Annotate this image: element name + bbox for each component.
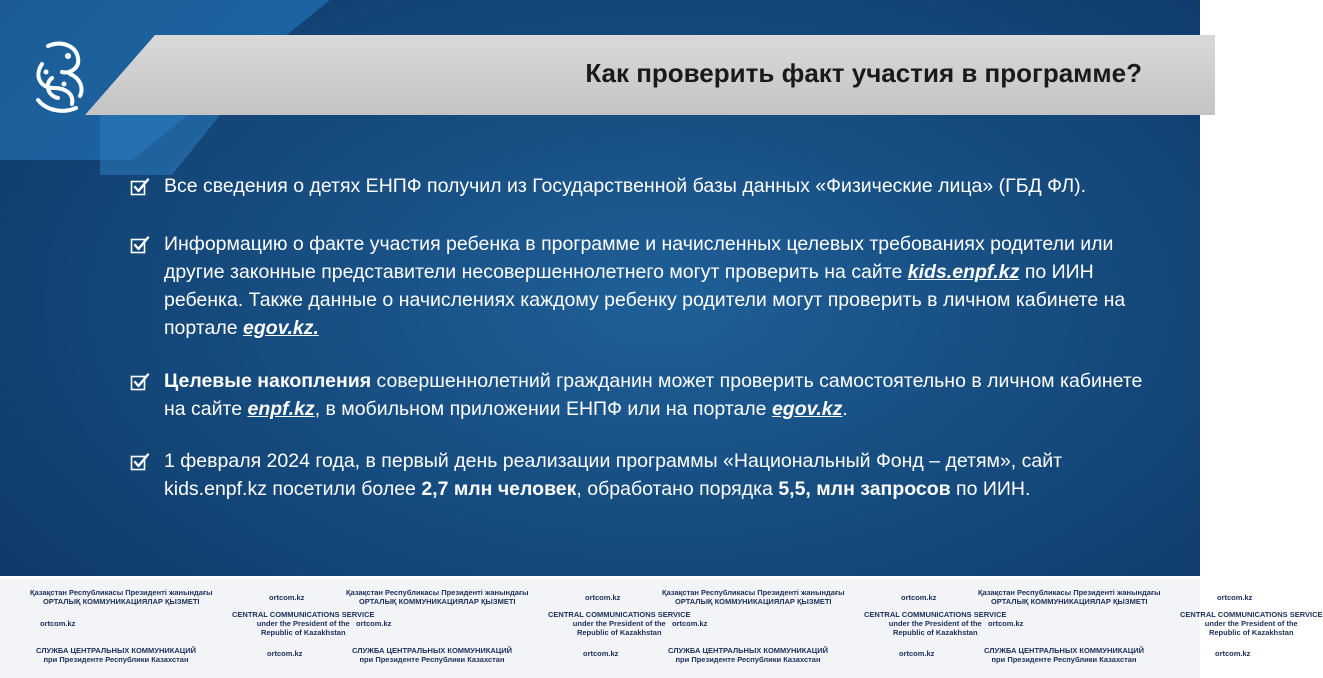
footer-site-c: ortcom.kz (267, 649, 303, 658)
checkbox-checked-icon (130, 372, 150, 392)
footer-site-a: ortcom.kz (585, 593, 621, 602)
enpf-link[interactable]: enpf.kz (247, 398, 315, 420)
bullet-item (130, 172, 1160, 200)
slide-title: Как проверить факт участия в программе? (585, 58, 1142, 88)
accent-stripe (100, 115, 220, 175)
footer-kz-block: Қазақстан Республикасы Президенті жанындағы ОРТАЛЫҚ КОММУНИКАЦИЯЛАР ҚЫЗМЕТІ (30, 588, 213, 606)
kids-enpf-link[interactable]: kids.enpf.kz (907, 261, 1020, 283)
bullet-list (130, 172, 1160, 503)
footer-pattern (0, 576, 1323, 678)
bullet-item (130, 447, 1160, 503)
checkbox-checked-icon (130, 452, 150, 472)
snow-leopard-logo-icon (28, 38, 90, 118)
egov-link[interactable]: egov.kz (771, 398, 843, 420)
bullet-item (130, 367, 1160, 423)
footer-kz-block: Қазақстан Республикасы Президенті жанындағы ОРТАЛЫҚ КОММУНИКАЦИЯЛАР ҚЫЗМЕТІ (346, 588, 529, 606)
footer-en-block: CENTRAL COMMUNICATIONS SERVICE under the President of the Republic of Kazakhstan (232, 610, 375, 637)
footer-ru-block: СЛУЖБА ЦЕНТРАЛЬНЫХ КОММУНИКАЦИЙ при Президенте Республики Казахстан (984, 646, 1145, 664)
bullet-text: Все сведения о детях ЕНПФ получил из Государственной базы данных «Физические лица» (ГБД ФЛ). (164, 175, 1087, 197)
footer-site-c: ortcom.kz (899, 649, 935, 658)
bullet-text: Целевые накопления совершеннолетний гражданин может проверить самостоятельно в личном кабинете на сайте enpf.kz, в мобильном приложении ЕНПФ или на портале egov.kz. (164, 370, 1143, 420)
footer-en-block: CENTRAL COMMUNICATIONS SERVICE under the President of the Republic of Kazakhstan (864, 610, 1007, 637)
bullet-text: 1 февраля 2024 года, в первый день реализации программы «Национальный Фонд – детям», сайт kids.enpf.kz посетили более 2,7 млн человек, обработано порядка 5,5, млн запросов по ИИН. (164, 450, 1063, 500)
footer-en-block: CENTRAL COMMUNICATIONS SERVICE under the President of the Republic of Kazakhstan (548, 610, 691, 637)
egov-link[interactable]: egov.kz. (243, 317, 319, 339)
bullet-text: Информацию о факте участия ребенка в программе и начисленных целевых требованиях родители или другие законные представители несовершеннолетнего могут проверить на сайте kids.enpf.kz по ИИН ребенка. Также данные о начислениях каждому ребенку родители могут проверить в личном кабинете на портале egov.kz. (164, 233, 1126, 339)
footer-site-a: ortcom.kz (901, 593, 937, 602)
footer-site-b: ortcom.kz (988, 619, 1024, 628)
footer-site-c: ortcom.kz (583, 649, 619, 658)
footer-site-b: ortcom.kz (672, 619, 708, 628)
footer-site-c: ortcom.kz (1215, 649, 1251, 658)
footer-kz-block: Қазақстан Республикасы Президенті жанындағы ОРТАЛЫҚ КОММУНИКАЦИЯЛАР ҚЫЗМЕТІ (662, 588, 845, 606)
footer-en-block: CENTRAL COMMUNICATIONS SERVICE under the President of the Republic of Kazakhstan (1180, 610, 1323, 637)
checkbox-checked-icon (130, 177, 150, 197)
footer-site-a: ortcom.kz (1217, 593, 1253, 602)
footer-site-b: ortcom.kz (40, 619, 76, 628)
footer-site-b: ortcom.kz (356, 619, 392, 628)
footer-kz-block: Қазақстан Республикасы Президенті жанындағы ОРТАЛЫҚ КОММУНИКАЦИЯЛАР ҚЫЗМЕТІ (978, 588, 1161, 606)
footer-ru-block: СЛУЖБА ЦЕНТРАЛЬНЫХ КОММУНИКАЦИЙ при Президенте Республики Казахстан (668, 646, 829, 664)
checkbox-checked-icon (130, 235, 150, 255)
bullet-item (130, 230, 1160, 342)
footer-ru-block: СЛУЖБА ЦЕНТРАЛЬНЫХ КОММУНИКАЦИЙ при Президенте Республики Казахстан (36, 646, 197, 664)
footer-site-a: ortcom.kz (269, 593, 305, 602)
footer-ru-block: СЛУЖБА ЦЕНТРАЛЬНЫХ КОММУНИКАЦИЙ при Президенте Республики Казахстан (352, 646, 513, 664)
